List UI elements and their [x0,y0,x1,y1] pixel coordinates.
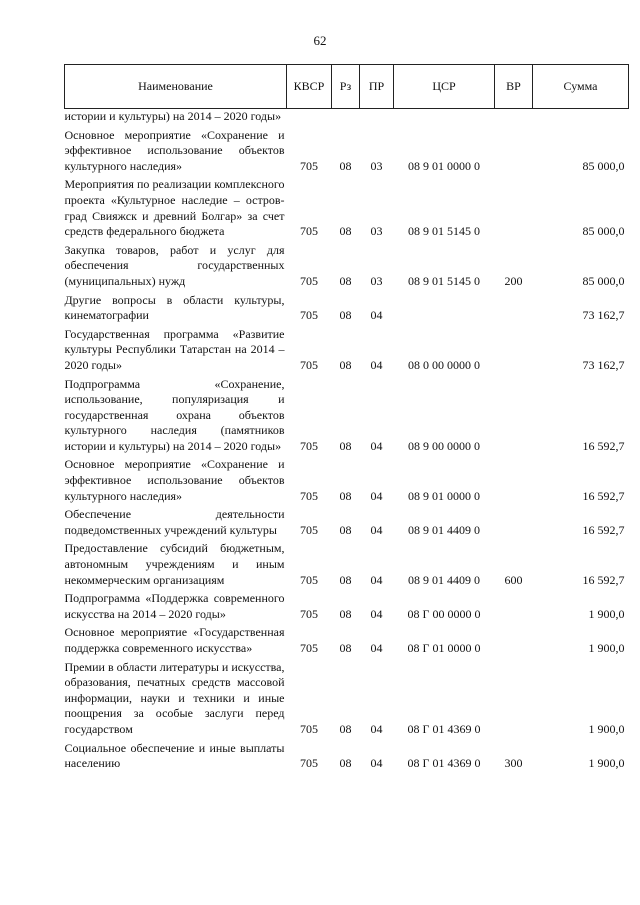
cell-rz: 08 [339,224,352,239]
table-row [65,290,629,324]
cell-name: Мероприятия по реализации комплексного проекта «Культурное наследие – остров-град Свияжск и древний Болгар» за счет средств федерального бюджета [64,177,285,239]
table-row [65,125,629,175]
cell-sum: 85 000,0 [582,224,625,239]
cell-rz: 08 [339,438,352,453]
cell-pr: 03 [370,273,383,288]
cell-csr: 08 9 01 5145 0 [408,273,480,288]
cell-vr [495,454,533,504]
cell-kvsr: 705 [300,606,318,621]
cell-kvsr: 705 [300,158,318,173]
cell-csr: 08 9 01 4409 0 [408,522,480,537]
cell-kvsr: 705 [300,308,318,323]
header-csr: ЦСР [394,65,495,109]
cell-kvsr: 705 [300,641,318,655]
table-row [65,738,629,772]
cell-rz: 08 [339,273,352,288]
cell-csr: 08 9 01 0000 0 [408,158,480,173]
cell-vr [495,504,533,538]
cell-name: Основное мероприятие «Сохранение и эффективное использование объектов культурного наследия» [64,127,285,173]
cell-sum: 85 000,0 [582,158,625,173]
table-row [65,504,629,538]
cell-name: Основное мероприятие «Государственная поддержка современного искусства» [64,625,285,655]
cell-csr: 08 Г 01 0000 0 [407,641,481,655]
cell-pr: 04 [370,488,383,503]
table-row [65,538,629,588]
table-row [65,240,629,290]
header-pr: ПР [360,65,394,109]
continuation-text: истории и культуры) на 2014 – 2020 годы» [64,109,282,123]
cell-csr: 08 9 01 4409 0 [408,572,480,587]
cell-rz: 08 [339,756,352,771]
cell-rz: 08 [339,641,352,655]
continuation-row [65,109,629,125]
cell-kvsr: 705 [300,721,318,736]
cell-sum: 73 162,7 [582,357,625,372]
cell-pr: 04 [370,721,383,736]
cell-rz: 08 [339,606,352,621]
cell-csr: 08 Г 01 4369 0 [407,756,481,771]
cell-name: Основное мероприятие «Сохранение и эффективное использование объектов культурного наследия» [64,457,285,503]
cell-name: Подпрограмма «Сохранение, использование, популяризация и государственная охрана объектов культурного наследия (памятников истории и культуры) на 2014 – 2020 годы» [64,376,285,453]
cell-pr: 04 [370,357,383,372]
cell-kvsr: 705 [300,224,318,239]
table-row [65,324,629,374]
cell-csr: 08 9 01 0000 0 [408,488,480,503]
cell-csr: 08 Г 01 4369 0 [407,721,481,736]
cell-csr: 08 Г 00 0000 0 [407,606,481,621]
cell-sum: 16 592,7 [582,488,625,503]
header-name: Наименование [65,65,287,109]
cell-sum: 16 592,7 [582,522,625,537]
cell-sum: 1 900,0 [588,756,625,771]
cell-kvsr: 705 [300,572,318,587]
cell-sum: 16 592,7 [582,572,625,587]
table-row [65,374,629,455]
cell-name: Предоставление субсидий бюджетным, автономным учреждениям и иным некоммерческим организациям [64,541,285,587]
page-number: 62 [313,33,327,48]
cell-kvsr: 705 [300,488,318,503]
cell-name: Социальное обеспечение и иные выплаты населению [64,740,285,771]
cell-kvsr: 705 [300,273,318,288]
table-row [65,622,629,656]
cell-pr: 04 [370,438,383,453]
cell-pr: 03 [370,158,383,173]
cell-kvsr: 705 [300,756,318,771]
cell-vr [495,174,533,239]
cell-vr [495,324,533,374]
cell-sum: 73 162,7 [582,308,625,323]
cell-csr [394,290,495,324]
budget-table [64,64,629,772]
table-row [65,588,629,622]
header-rz: Рз [332,65,360,109]
table-body [65,109,629,772]
cell-kvsr: 705 [300,438,318,453]
cell-rz: 08 [339,522,352,537]
cell-kvsr: 705 [300,357,318,372]
cell-vr [495,588,533,622]
cell-sum: 1 900,0 [588,721,625,736]
cell-name: Закупка товаров, работ и услуг для обеспечения государственных (муниципальных) нужд [64,242,285,288]
cell-vr [495,374,533,455]
cell-vr [495,290,533,324]
cell-pr: 04 [370,572,383,587]
table-header [65,65,629,109]
cell-vr [495,622,533,656]
cell-rz: 08 [339,488,352,503]
cell-name: Другие вопросы в области культуры, кинематографии [64,292,285,323]
cell-rz: 08 [339,357,352,372]
cell-csr: 08 0 00 0000 0 [408,357,480,372]
cell-pr: 04 [370,606,383,621]
cell-rz: 08 [339,158,352,173]
cell-vr [495,125,533,175]
cell-vr [495,657,533,738]
cell-name: Обеспечение деятельности подведомственных учреждений культуры [64,507,285,537]
cell-name: Премии в области литературы и искусства, образования, печатных средств массовой информации, науки и техники и иные поощрения за особые заслуги перед государством [64,659,285,736]
cell-sum: 1 900,0 [588,641,625,655]
header-kvsr: КВСР [287,65,332,109]
cell-name: Подпрограмма «Поддержка современного искусства на 2014 – 2020 годы» [64,591,285,621]
cell-vr: 600 [504,572,523,587]
cell-pr: 04 [370,641,383,655]
cell-pr: 04 [370,522,383,537]
cell-rz: 08 [339,308,352,323]
cell-csr: 08 9 01 5145 0 [408,224,480,239]
table-row [65,454,629,504]
table-row [65,657,629,738]
cell-sum: 16 592,7 [582,438,625,453]
cell-pr: 04 [370,308,383,323]
header-vr: ВР [495,65,533,109]
cell-pr: 03 [370,224,383,239]
cell-rz: 08 [339,721,352,736]
cell-rz: 08 [339,572,352,587]
cell-vr: 300 [504,756,523,771]
cell-kvsr: 705 [300,522,318,537]
cell-name: Государственная программа «Развитие культуры Республики Татарстан на 2014 – 2020 годы» [64,326,285,372]
header-sum: Сумма [533,65,629,109]
cell-vr: 200 [504,273,523,288]
table-row [65,174,629,239]
cell-sum: 1 900,0 [588,606,625,621]
cell-sum: 85 000,0 [582,273,625,288]
cell-pr: 04 [370,756,383,771]
cell-csr: 08 9 00 0000 0 [408,438,480,453]
